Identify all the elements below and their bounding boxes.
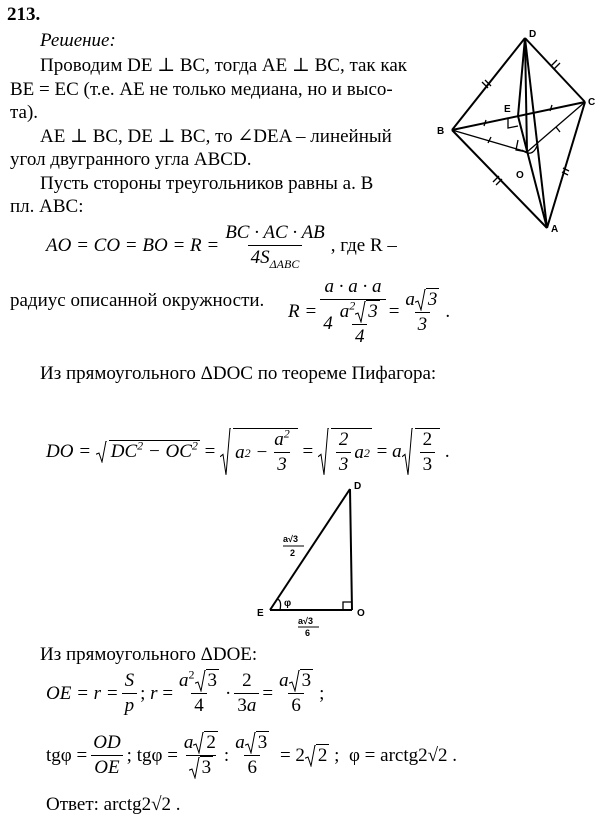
problem-number: 213. [7, 4, 41, 25]
paragraph-line: Пусть стороны треугольников равны a. В [40, 173, 374, 194]
label-phi: φ [284, 598, 292, 609]
paragraph-line: Проводим DE ⊥ BC, тогда AE ⊥ BC, так как [40, 55, 408, 76]
label-o: O [516, 170, 524, 181]
label-a: A [551, 224, 559, 235]
tetrahedron-figure [420, 24, 610, 236]
formula-r: R = a · a · a 4 $a^2$ 3 4 = a 3 3 . [288, 276, 451, 347]
paragraph-line: пл. ABC: [10, 196, 84, 217]
label-d: D [529, 29, 537, 40]
edge-dc [525, 38, 585, 102]
label-c: C [588, 97, 596, 108]
label-e: E [257, 608, 264, 619]
label-o: O [357, 608, 365, 619]
triangle-doe-figure [250, 476, 380, 636]
formula-do: DO = $DC^2 - OC^2$ = a 2 − $\frac{a^2}{3}$ = $\frac{2}{3}$ a 2 = a $\frac{2}{3}$ . [46, 426, 450, 475]
label-e: E [504, 104, 511, 115]
label-base-den: 6 [305, 628, 311, 636]
formula-ao: AO = CO = BO = R = $\frac{BC \cdot AC \cdot AB}{4S_{\Delta ABC}}$ , где R – [46, 222, 397, 271]
paragraph-line: Из прямоугольного ΔDOE: [40, 644, 258, 665]
leg-do [350, 489, 352, 610]
paragraph-line: BE = EC (т.е. AE не только медиана, но и высо- [10, 79, 393, 100]
edge-ca [547, 102, 585, 228]
label-d: D [354, 481, 362, 492]
label-hypotenuse-den: 2 [290, 548, 296, 558]
answer-line: Ответ: arctg2√2 . [46, 794, 181, 815]
label-hypotenuse: a√3 [283, 534, 298, 544]
edge-da [525, 38, 547, 228]
formula-oe: OE = r = $\frac{S}{p}$ ; r = $a^2$ 3 4 · $\frac{2}{3a}$ = a 3 6 ; [46, 667, 325, 716]
solution-heading: Решение: [40, 30, 116, 51]
label-b: B [437, 126, 445, 137]
formula-tg: tgφ = $\frac{OD}{OE}$ ; tgφ = a 2 3 : a 3 6 = 2 2 ; φ = arctg2√2 . [46, 732, 458, 778]
paragraph-line: AE ⊥ BC, DE ⊥ BC, то ∠DEA – линейный [40, 126, 392, 147]
segment-de [518, 38, 525, 116]
paragraph-line: радиус описанной окружности. [10, 290, 265, 311]
label-base: a√3 [298, 616, 313, 626]
paragraph-line: та). [10, 102, 39, 123]
paragraph-line: угол двугранного угла ABCD. [10, 149, 252, 170]
edge-ba [452, 130, 547, 228]
hypotenuse-ed [270, 489, 350, 610]
paragraph-line: Из прямоугольного ΔDOC по теореме Пифагора: [40, 363, 437, 384]
